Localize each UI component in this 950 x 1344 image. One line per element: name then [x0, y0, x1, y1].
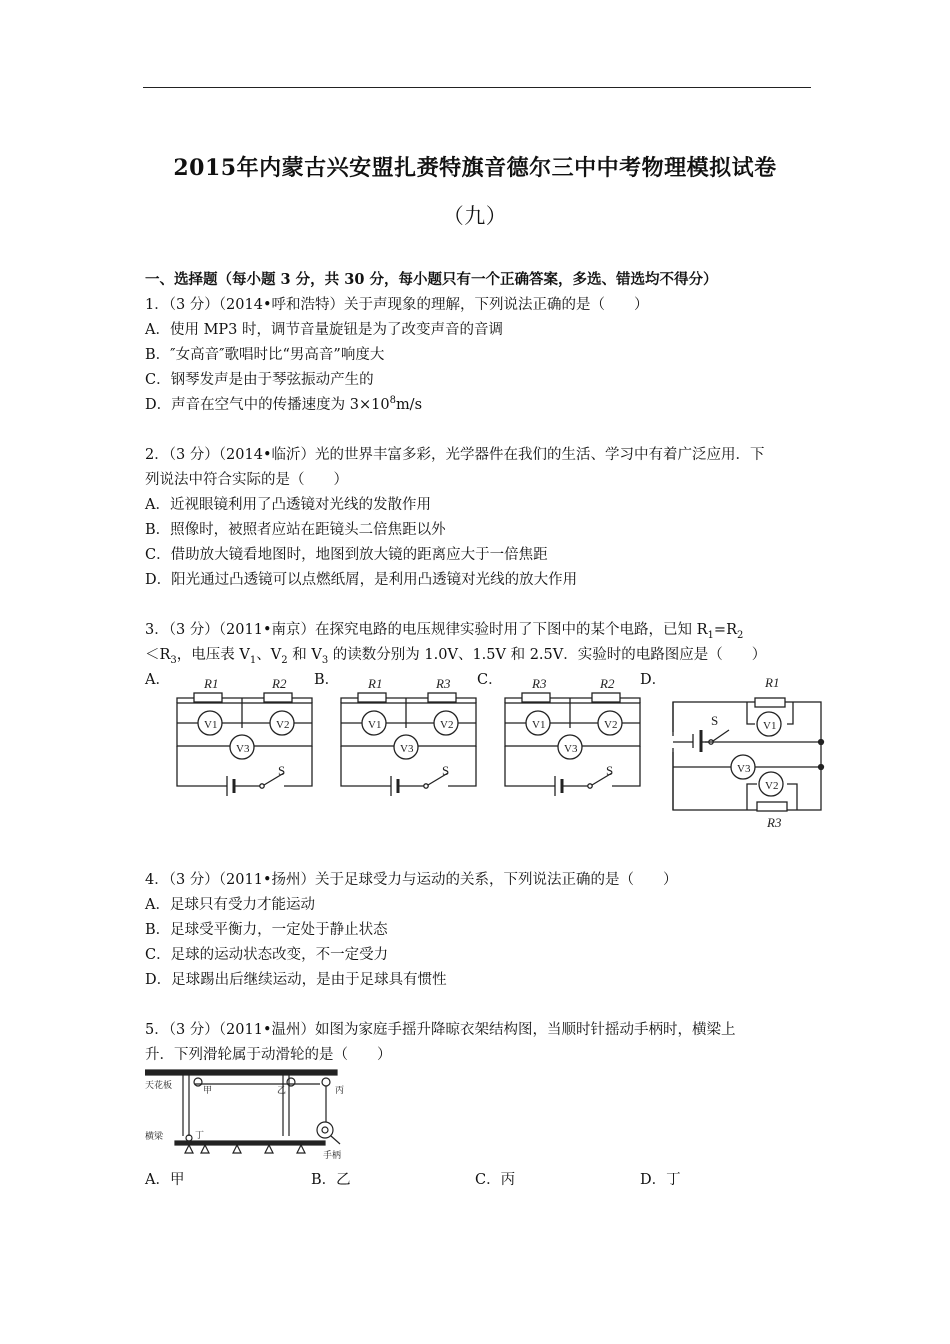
resistor-left: [194, 693, 222, 702]
q3-sub: 2: [737, 629, 744, 641]
q5-option-b: B．乙: [311, 1172, 351, 1188]
resistor-label: R3: [532, 676, 547, 691]
meter-label: V3: [400, 743, 414, 755]
q3-sub: 1: [707, 629, 714, 641]
resistor-label: R1: [204, 676, 219, 691]
q2-option-c: C．借助放大镜看地图时，地图到放大镜的距离应大于一倍焦距: [145, 547, 548, 563]
circuit-a: [177, 676, 312, 796]
resistor-label: R3: [767, 815, 782, 830]
circuit-b: [341, 676, 476, 796]
resistor-label: R1: [765, 675, 780, 690]
meter-label: V2: [765, 780, 779, 792]
q1-option-a: A．使用 MP3 时，调节音量旋钮是为了改变声音的音调: [145, 322, 504, 338]
q2-stem-2: 列说法中符合实际的是（ ）: [145, 472, 348, 488]
q3-circuit-d: [665, 672, 830, 832]
q5-option-a: A．甲: [145, 1172, 185, 1188]
q4-stem: 4．（3 分）（2011•扬州）关于足球受力与运动的关系，下列说法正确的是（ ）: [145, 872, 678, 888]
pulley-label: 甲: [203, 1086, 213, 1096]
q3-stem-1: [145, 618, 743, 641]
switch-label: S: [711, 713, 719, 728]
circuit-c: [505, 676, 640, 796]
resistor-label: R3: [436, 676, 451, 691]
pulley-label: 丙: [335, 1086, 345, 1096]
ceiling-label: 天花板: [145, 1081, 173, 1091]
beam-bar: [175, 1141, 325, 1145]
q4-option-b: B．足球受平衡力，一定处于静止状态: [145, 922, 388, 938]
q1-stem: 1．（3 分）（2014•呼和浩特）关于声现象的理解，下列说法正确的是（ ）: [145, 297, 649, 313]
q5-option-d: D．丁: [640, 1172, 681, 1188]
q1-option-c: C．钢琴发声是由于琴弦振动产生的: [145, 372, 374, 388]
q3-label-b: B．: [314, 672, 340, 688]
pulley-bing: [322, 1078, 330, 1086]
q3-sub: 3: [321, 654, 329, 666]
switch-label: S: [606, 763, 614, 778]
ceiling-bar: [145, 1070, 337, 1075]
beam-label: 横梁: [145, 1132, 164, 1142]
q2-option-d: D．阳光通过凸透镜可以点燃纸屑，是利用凸透镜对光线的放大作用: [145, 572, 578, 588]
handle-label: 手柄: [323, 1151, 342, 1161]
meter-label: V1: [532, 719, 546, 731]
q4-option-a: A．足球只有受力才能运动: [145, 897, 315, 913]
q3-stem-2: [145, 643, 766, 666]
q4-option-d: D．足球踢出后继续运动，是由于足球具有惯性: [145, 972, 447, 988]
page-subtitle: （九）: [442, 204, 508, 228]
meter-label: V3: [564, 743, 578, 755]
section-heading: 一、选择题（每小题 3 分，共 30 分，每小题只有一个正确答案，多选、错选均不得分）: [145, 271, 718, 288]
q3-sub: 2: [281, 654, 288, 666]
q5-stem-2: 升．下列滑轮属于动滑轮的是（ ）: [145, 1047, 392, 1063]
q3-label-a: A．: [145, 672, 170, 688]
meter-label: V1: [368, 719, 382, 731]
q3-stem-2-end: 的读数分别为 1.0V、1.5V 和 2.5V．实验时的电路图应是（ ）: [328, 647, 767, 663]
q2-option-b: B．照像时，被照者应站在距镜头二倍焦距以外: [145, 522, 446, 538]
resistor-label: R1: [368, 676, 383, 691]
q3-label-c: C．: [477, 672, 503, 688]
resistor-label: R2: [272, 676, 287, 691]
page-title: 2015年内蒙古兴安盟扎赉特旗音德尔三中中考物理模拟试卷: [173, 155, 777, 181]
meter-label: V3: [236, 743, 250, 755]
q2-option-a: A．近视眼镜利用了凸透镜对光线的发散作用: [145, 497, 431, 513]
q3-stem-2-mid: ，电压表 V: [176, 647, 250, 663]
q5-drying-rack-figure: [145, 1066, 365, 1166]
meter-label: V2: [276, 719, 290, 731]
q3-label-d: D．: [640, 672, 667, 688]
q5-option-c: C．丙: [475, 1172, 516, 1188]
meter-label: V3: [737, 763, 751, 775]
q5-stem-1: 5．（3 分）（2011•温州）如图为家庭手摇升降晾衣架结构图，当顺时针摇动手柄时，横梁上: [145, 1022, 736, 1038]
resistor-r3: [757, 802, 787, 811]
q2-stem-1: 2．（3 分）（2014•临沂）光的世界丰富多彩，光学器件在我们的生活、学习中有着广泛应用．下: [145, 447, 765, 463]
switch-label: S: [278, 763, 286, 778]
resistor-r1: [755, 698, 785, 707]
pulley-yi: [287, 1078, 295, 1086]
pulley-label: 乙: [277, 1086, 287, 1096]
q3-sub: 3: [170, 654, 177, 666]
meter-label: V2: [604, 719, 618, 731]
q3-stem-1-mid: =R: [713, 622, 737, 638]
q1-option-d: [145, 393, 422, 414]
pulley-label: 丁: [195, 1131, 205, 1141]
q1-d-unit: m/s: [395, 397, 423, 413]
q1-d-exponent: 8: [389, 395, 396, 407]
meter-label: V1: [204, 719, 218, 731]
q3-stem-2-mid: 和 V: [287, 647, 322, 663]
q3-stem-2-text: ＜R: [145, 647, 171, 663]
switch-label: S: [442, 763, 450, 778]
q3-stem-1-text: 3．（3 分）（2011•南京）在探究电路的电压规律实验时用了下图中的某个电路，已知 R: [145, 622, 708, 638]
meter-label: V2: [440, 719, 454, 731]
resistor-label: R2: [600, 676, 615, 691]
q1-option-b: B．″女高音″歌唱时比“男高音”响度大: [145, 347, 385, 363]
q3-stem-2-mid: 、V: [256, 647, 282, 663]
q4-option-c: C．足球的运动状态改变，不一定受力: [145, 947, 389, 963]
header-rule: [143, 87, 811, 88]
resistor-right: [264, 693, 292, 702]
pulley-jia: [194, 1078, 202, 1086]
q3-sub: 1: [249, 654, 257, 666]
q3-circuits-abc: [172, 668, 652, 808]
meter-label: V1: [763, 720, 777, 732]
handle-wheel: [317, 1122, 333, 1138]
q1-d-text: D．声音在空气中的传播速度为 3×10: [145, 397, 390, 413]
